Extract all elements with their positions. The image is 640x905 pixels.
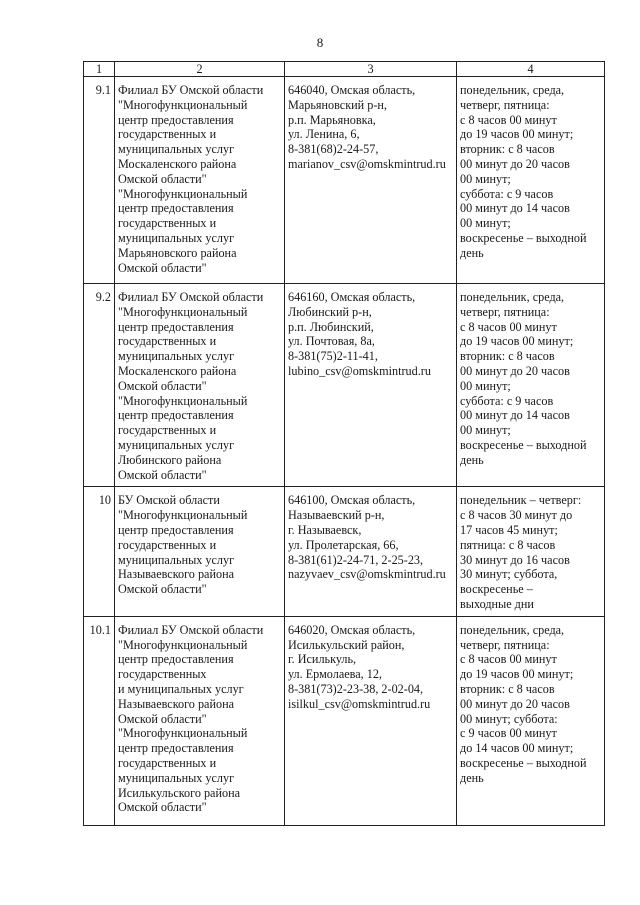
address-contacts <box>285 616 457 825</box>
address-contacts-line: ул. Ленина, 6, <box>288 127 360 142</box>
working-hours-line: понедельник, среда, <box>460 290 565 304</box>
address-contacts-line: Любинский р-н, <box>288 304 372 319</box>
organization-name-line: центр предоставления <box>118 408 234 423</box>
organization-name-line: Москаленского района <box>118 156 237 171</box>
organization-name-line: муниципальных услуг <box>118 552 235 567</box>
organization-name-line: Москаленского района <box>118 363 237 378</box>
column-header: 3 <box>285 62 457 77</box>
organization-name-line: государственных и <box>118 216 217 231</box>
working-hours-line: вторник: с 8 часов <box>460 142 555 157</box>
working-hours-line: до 19 часов 00 минут; <box>460 127 574 142</box>
organization-name-line: Исилькульского района <box>118 785 241 800</box>
organization-name-line: муниципальных услуг <box>118 142 235 157</box>
organization-name-line: государственных и <box>118 423 217 438</box>
address-contacts-line: Называевский р-н, <box>288 508 385 523</box>
working-hours-line: до 19 часов 00 минут; <box>460 667 574 682</box>
working-hours-line: 00 минут; <box>460 378 511 393</box>
working-hours-line: до 14 часов 00 минут; <box>460 741 574 756</box>
organization-name-line: центр предоставления <box>118 522 234 537</box>
organization-name-line: государственных и <box>118 537 217 552</box>
working-hours-line: 00 минут; <box>460 171 511 186</box>
working-hours-line: с 9 часов 00 минут <box>460 726 557 741</box>
working-hours-line: 00 минут; <box>460 423 511 438</box>
organization-name-line: Называевского района <box>118 567 235 582</box>
organization-name <box>115 77 285 284</box>
address-contacts-line: 8-381(75)2-11-41, <box>288 349 378 364</box>
working-hours-line: понедельник – четверг: <box>460 493 582 508</box>
working-hours-line: с 8 часов 00 минут <box>460 112 557 127</box>
row-number: 10.1 <box>84 616 115 825</box>
working-hours-line: 00 минут до 14 часов <box>460 201 570 216</box>
address-contacts-line: г. Исилькуль, <box>288 652 357 667</box>
working-hours-line: 00 минут до 14 часов <box>460 408 570 423</box>
organization-name-line: Омской области" <box>118 711 207 726</box>
working-hours-line: воскресенье – <box>460 582 533 597</box>
organization-name-line: государственных и <box>118 334 217 349</box>
working-hours-line: день <box>460 245 484 260</box>
working-hours-line: суббота: с 9 часов <box>460 186 554 201</box>
address-contacts-line: р.п. Любинский, <box>288 319 374 334</box>
row-number: 9.1 <box>84 77 115 284</box>
working-hours-line: воскресенье – выходной <box>460 755 587 770</box>
address-contacts-line: ул. Пролетарская, 66, <box>288 537 399 552</box>
working-hours-line: выходные дни <box>460 596 534 611</box>
organization-name-line: "Многофункциональный <box>118 186 248 201</box>
table-header-row <box>84 62 605 77</box>
working-hours-line: день <box>460 770 484 785</box>
working-hours-line: четверг, пятница: <box>460 97 550 112</box>
address-contacts-line: 646020, Омская область, <box>288 622 416 637</box>
working-hours-line: с 8 часов 00 минут <box>460 652 557 667</box>
organization-name-line: Омской области" <box>118 582 207 597</box>
working-hours <box>457 487 605 616</box>
organization-name-line: центр предоставления <box>118 319 234 334</box>
working-hours-line: 00 минут до 20 часов <box>460 363 570 378</box>
table-row <box>84 616 605 825</box>
working-hours <box>457 77 605 284</box>
working-hours-line: четверг, пятница: <box>460 304 550 319</box>
organization-name-line: "Многофункциональный <box>118 637 248 652</box>
address-contacts-line: isilkul_csv@omskmintrud.ru <box>288 696 431 711</box>
address-contacts-line: 8-381(61)2-24-71, 2-25-23, <box>288 552 424 567</box>
working-hours-line: вторник: с 8 часов <box>460 349 555 364</box>
column-header: 2 <box>115 62 285 77</box>
working-hours-line: 30 минут до 16 часов <box>460 552 570 567</box>
address-contacts <box>285 487 457 616</box>
column-header: 4 <box>457 62 605 77</box>
working-hours-line: 00 минут; суббота: <box>460 711 558 726</box>
working-hours-line: день <box>460 452 484 467</box>
page-number: 8 <box>316 35 324 50</box>
organization-name-line: муниципальных услуг <box>118 437 235 452</box>
organization-name-line: центр предоставления <box>118 652 234 667</box>
address-contacts-line: 646040, Омская область, <box>288 83 416 97</box>
address-contacts-line: ул. Ермолаева, 12, <box>288 667 382 682</box>
working-hours <box>457 616 605 825</box>
working-hours <box>457 284 605 487</box>
organization-name-line: БУ Омской области <box>118 493 220 508</box>
address-contacts-line: ул. Почтовая, 8а, <box>288 334 375 349</box>
organization-name-line: и муниципальных услуг <box>118 681 244 696</box>
working-hours-line: воскресенье – выходной <box>460 437 587 452</box>
working-hours-line: понедельник, среда, <box>460 83 565 97</box>
organization-name-line: "Многофункциональный <box>118 508 248 523</box>
address-contacts-line: 8-381(68)2-24-57, <box>288 142 379 157</box>
organization-name-line: "Многофункциональный <box>118 393 248 408</box>
address-contacts-line: nazyvaev_csv@omskmintrud.ru <box>288 567 446 582</box>
organization-name-line: Называевского района <box>118 696 235 711</box>
address-contacts-line: 646160, Омская область, <box>288 290 416 304</box>
organization-name-line: Филиал БУ Омской области <box>118 83 264 97</box>
table-row <box>84 284 605 487</box>
organization-name-line: Филиал БУ Омской области <box>118 622 264 637</box>
organization-name-line: Омской области" <box>118 800 207 815</box>
organization-name <box>115 487 285 616</box>
organization-name-line: "Многофункциональный <box>118 304 248 319</box>
working-hours-line: пятница: с 8 часов <box>460 537 556 552</box>
address-contacts-line: Марьяновский р-н, <box>288 97 387 112</box>
organization-name-line: муниципальных услуг <box>118 230 235 245</box>
organization-name-line: государственных и <box>118 755 217 770</box>
organization-name-line: государственных и <box>118 127 217 142</box>
organization-name-line: Омской области" <box>118 378 207 393</box>
organization-name-line: центр предоставления <box>118 201 234 216</box>
address-contacts-line: 646100, Омская область, <box>288 493 416 508</box>
organization-name-line: центр предоставления <box>118 741 234 756</box>
address-contacts-line: г. Называевск, <box>288 522 362 537</box>
organization-name-line: Омской области" <box>118 467 207 482</box>
working-hours-line: понедельник, среда, <box>460 622 565 637</box>
address-contacts-line: Исилькульский район, <box>288 637 405 652</box>
address-contacts <box>285 77 457 284</box>
organization-name-line: "Многофункциональный <box>118 97 248 112</box>
branches-table <box>83 61 605 826</box>
working-hours-line: 17 часов 45 минут; <box>460 522 558 537</box>
organization-name-line: муниципальных услуг <box>118 349 235 364</box>
organization-name-line: центр предоставления <box>118 112 234 127</box>
table-row <box>84 77 605 284</box>
organization-name-line: Филиал БУ Омской области <box>118 290 264 304</box>
working-hours-line: 00 минут; <box>460 216 511 231</box>
row-number: 10 <box>84 487 115 616</box>
working-hours-line: 30 минут; суббота, <box>460 567 558 582</box>
address-contacts <box>285 284 457 487</box>
working-hours-line: с 8 часов 00 минут <box>460 319 557 334</box>
working-hours-line: до 19 часов 00 минут; <box>460 334 574 349</box>
working-hours-line: четверг, пятница: <box>460 637 550 652</box>
organization-name-line: Омской области" <box>118 171 207 186</box>
working-hours-line: суббота: с 9 часов <box>460 393 554 408</box>
organization-name-line: Марьяновского района <box>118 245 237 260</box>
organization-name-line: "Многофункциональный <box>118 726 248 741</box>
working-hours-line: 00 минут до 20 часов <box>460 156 570 171</box>
column-header: 1 <box>84 62 115 77</box>
organization-name-line: муниципальных услуг <box>118 770 235 785</box>
working-hours-line: вторник: с 8 часов <box>460 681 555 696</box>
organization-name-line: Любинского района <box>118 452 222 467</box>
address-contacts-line: 8-381(73)2-23-38, 2-02-04, <box>288 681 424 696</box>
working-hours-line: 00 минут до 20 часов <box>460 696 570 711</box>
address-contacts-line: р.п. Марьяновка, <box>288 112 376 127</box>
row-number: 9.2 <box>84 284 115 487</box>
organization-name <box>115 284 285 487</box>
organization-name-line: Омской области" <box>118 260 207 275</box>
working-hours-line: воскресенье – выходной <box>460 230 587 245</box>
organization-name <box>115 616 285 825</box>
address-contacts-line: marianov_csv@omskmintrud.ru <box>288 156 446 171</box>
table-row <box>84 487 605 616</box>
working-hours-line: с 8 часов 30 минут до <box>460 508 573 523</box>
address-contacts-line: lubino_csv@omskmintrud.ru <box>288 363 431 378</box>
organization-name-line: государственных <box>118 667 207 682</box>
